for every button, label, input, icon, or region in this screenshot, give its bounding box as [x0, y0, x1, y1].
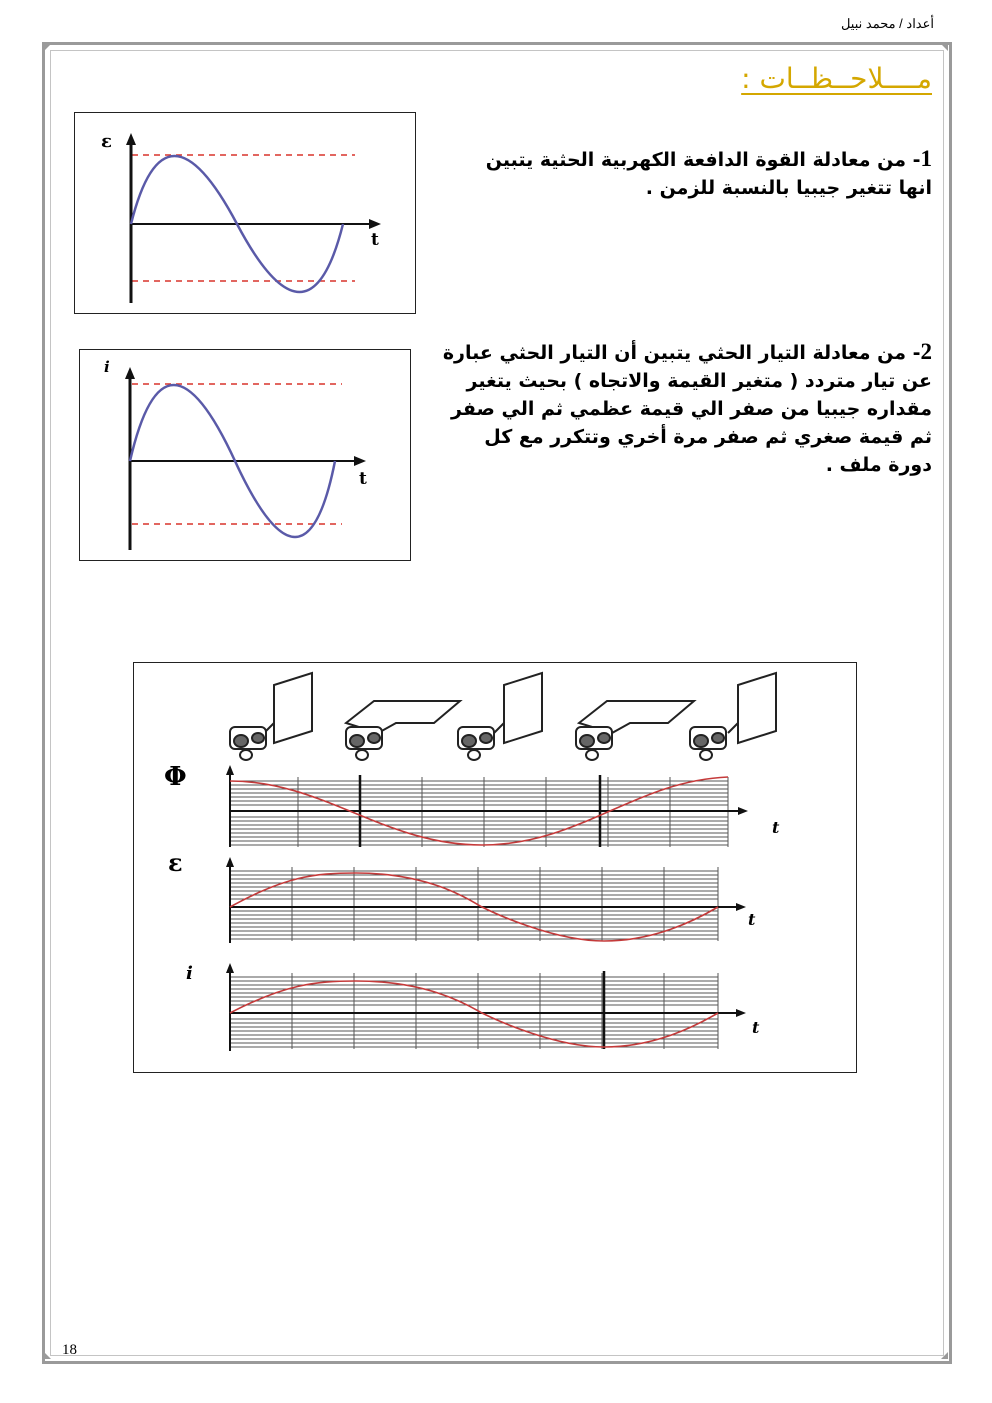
note-2-number: 2	[920, 339, 932, 364]
note-2-text: - من معادلة التيار الحثي يتبين أن التيار الحثي عبارة عن تيار متردد ( متغير القيمة والاتجاه ) بحيث يتغير مقداره جيبيا من صفر الي قيمة عظمي ثم الي صفر ثم قيمة صغري ثم صفر مرة أخري وتتكرر مع كل دورة ملف .	[442, 342, 932, 476]
flux-graph	[164, 762, 780, 847]
generator-coil-1	[230, 673, 312, 760]
emf-label: ε	[168, 848, 183, 877]
current-graph	[186, 963, 760, 1051]
emf-sine-graph	[74, 112, 416, 314]
page-number: 18	[62, 1342, 77, 1358]
x-label: t	[359, 469, 367, 489]
frame-corner-bottom-left	[44, 1352, 51, 1359]
emf-time-label: t	[748, 910, 756, 929]
frame-corner-bottom-right	[941, 1352, 948, 1359]
frame-corner-top-left	[44, 44, 51, 51]
note-1-number: 1	[920, 146, 932, 171]
flux-label: Φ	[164, 762, 187, 792]
generator-coil-2	[346, 701, 460, 760]
x-axis-arrow	[354, 456, 366, 466]
note-1	[462, 145, 932, 202]
emf-graph	[168, 848, 756, 943]
generator-coil-3	[458, 673, 542, 760]
current-time-label: t	[752, 1018, 760, 1037]
y-label: i	[104, 358, 110, 376]
x-label: t	[371, 230, 379, 250]
note-2	[434, 338, 932, 479]
generator-coil-4	[576, 701, 694, 760]
current-label: i	[186, 963, 193, 984]
y-axis-arrow	[126, 133, 136, 145]
note-1-text: - من معادلة القوة الدافعة الكهربية الحثية يتبين انها تتغير جيبيا بالنسبة للزمن .	[485, 149, 932, 199]
section-title: مــــلاحــظــات :	[741, 62, 932, 95]
frame-corner-top-right	[941, 44, 948, 51]
current-sine-graph	[79, 349, 411, 561]
y-label: ε	[101, 131, 112, 152]
flux-time-label: t	[772, 818, 780, 837]
author-header: أعداد / محمد نبيل	[840, 16, 934, 31]
current-grid	[230, 973, 718, 1049]
y-axis-arrow	[125, 367, 135, 379]
coil-rotation-diagram	[133, 662, 857, 1073]
generator-coil-5	[690, 673, 776, 760]
x-axis-arrow	[369, 219, 381, 229]
